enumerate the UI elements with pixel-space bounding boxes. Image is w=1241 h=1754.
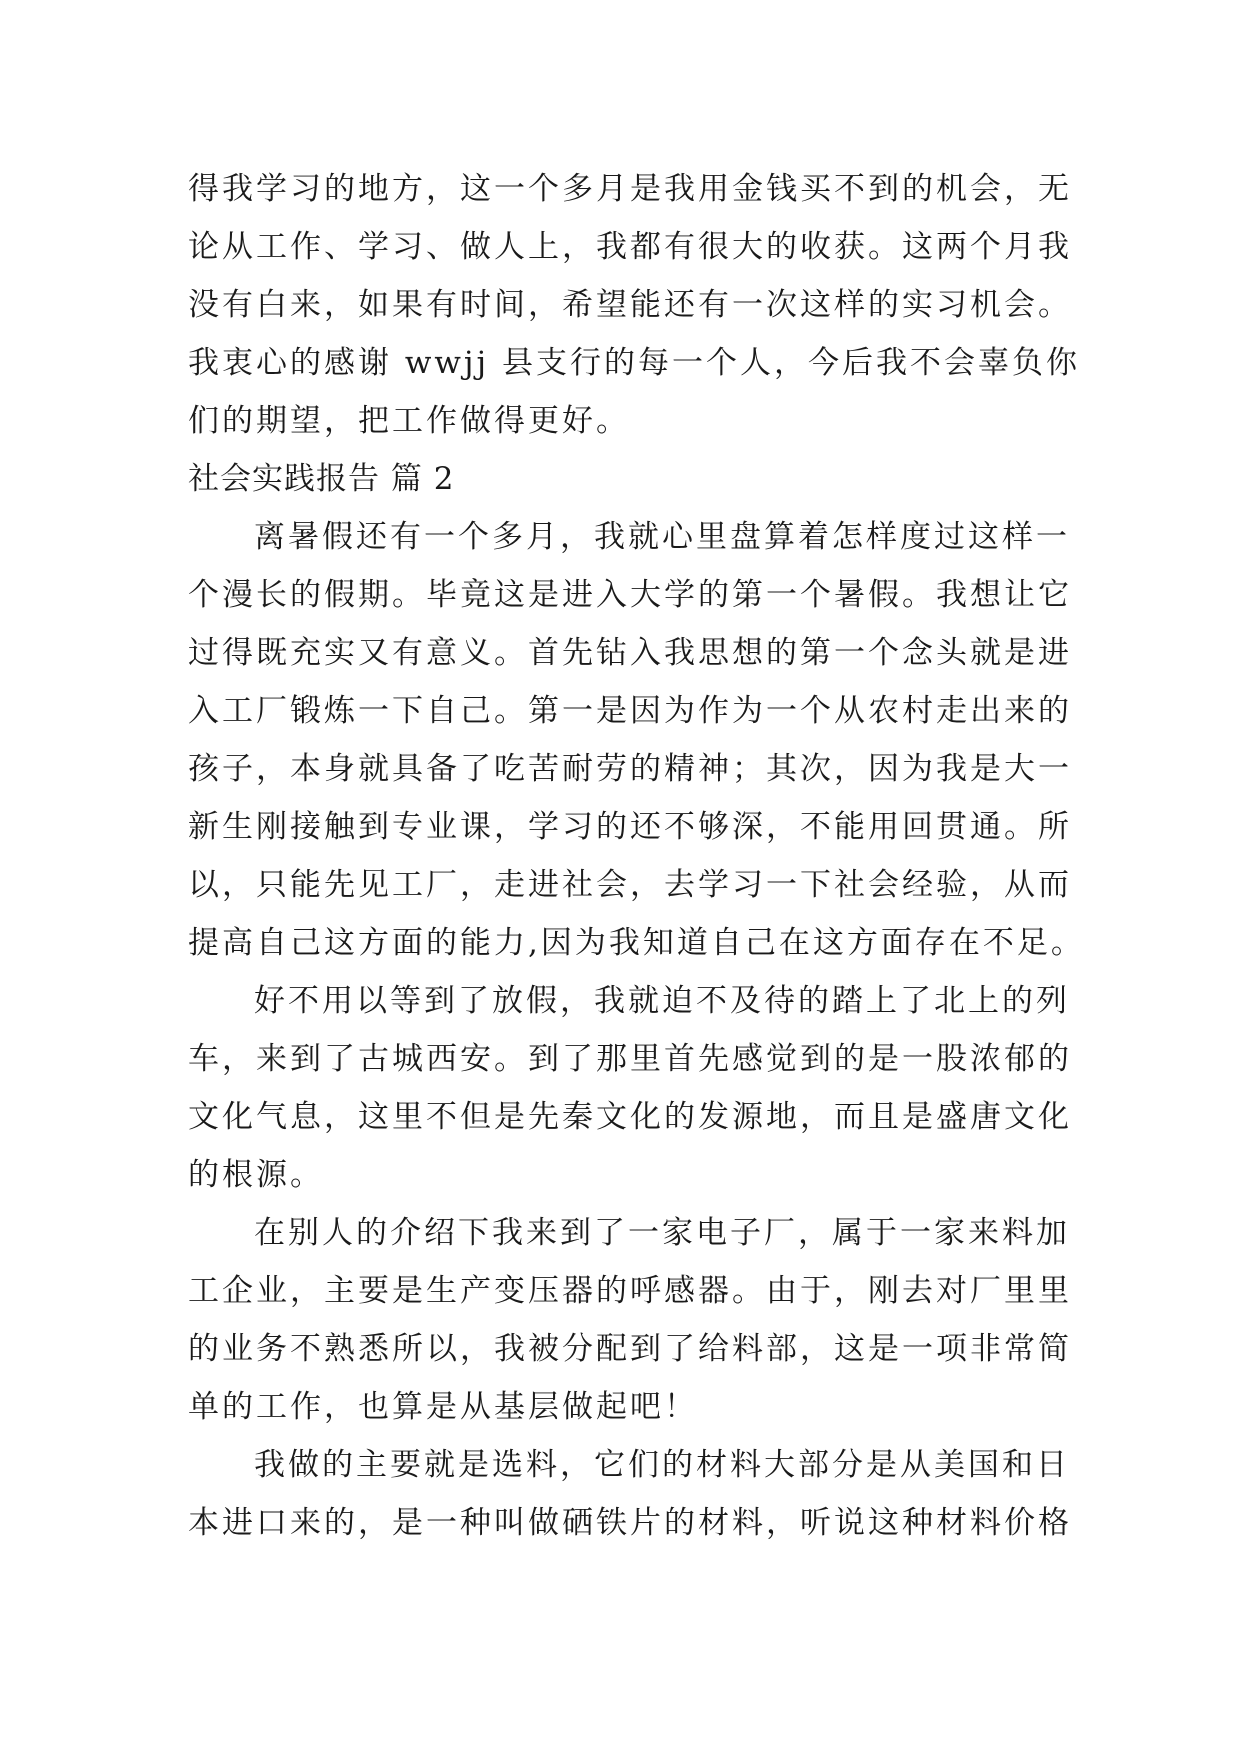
text-line: 没有白来，如果有时间，希望能还有一次这样的实习机会。	[188, 287, 1072, 323]
text-line: 个漫长的假期。毕竟这是进入大学的第一个暑假。我想让它	[188, 577, 1072, 613]
text-line: 单的工作，也算是从基层做起吧！	[188, 1389, 698, 1425]
text-line: 过得既充实又有意义。首先钻入我思想的第一个念头就是进	[188, 635, 1072, 671]
paragraph-first-line: 好不用以等到了放假，我就迫不及待的踏上了北上的列	[254, 983, 1070, 1019]
paragraph-first-line: 在别人的介绍下我来到了一家电子厂，属于一家来料加	[254, 1215, 1070, 1251]
text-line: 的业务不熟悉所以，我被分配到了给料部，这是一项非常简	[188, 1331, 1072, 1367]
text-line: 得我学习的地方，这一个多月是我用金钱买不到的机会，无	[188, 171, 1072, 207]
text-line: 我衷心的感谢 wwjj 县支行的每一个人，今后我不会辜负你	[188, 345, 1080, 381]
text-line: 提高自己这方面的能力,因为我知道自己在这方面存在不足。	[188, 925, 1085, 961]
text-line: 们的期望，把工作做得更好。	[188, 403, 630, 439]
text-line: 孩子，本身就具备了吃苦耐劳的精神；其次，因为我是大一	[188, 751, 1072, 787]
text-line: 文化气息，这里不但是先秦文化的发源地，而且是盛唐文化	[188, 1099, 1072, 1135]
text-line: 新生刚接触到专业课，学习的还不够深，不能用回贯通。所	[188, 809, 1072, 845]
section-heading: 社会实践报告 篇 2	[188, 461, 455, 497]
text-line: 以，只能先见工厂，走进社会，去学习一下社会经验，从而	[188, 867, 1072, 903]
text-line: 论从工作、学习、做人上，我都有很大的收获。这两个月我	[188, 229, 1072, 265]
text-line: 入工厂锻炼一下自己。第一是因为作为一个从农村走出来的	[188, 693, 1072, 729]
text-line: 的根源。	[188, 1157, 324, 1193]
document-body	[188, 160, 1085, 1552]
text-line: 工企业，主要是生产变压器的呼感器。由于，刚去对厂里里	[188, 1273, 1072, 1309]
text-line: 车，来到了古城西安。到了那里首先感觉到的是一股浓郁的	[188, 1041, 1072, 1077]
text-line: 本进口来的，是一种叫做硒铁片的材料，听说这种材料价格	[188, 1505, 1072, 1541]
paragraph-first-line: 离暑假还有一个多月，我就心里盘算着怎样度过这样一	[254, 519, 1070, 555]
paragraph-first-line: 我做的主要就是选料，它们的材料大部分是从美国和日	[254, 1447, 1070, 1483]
